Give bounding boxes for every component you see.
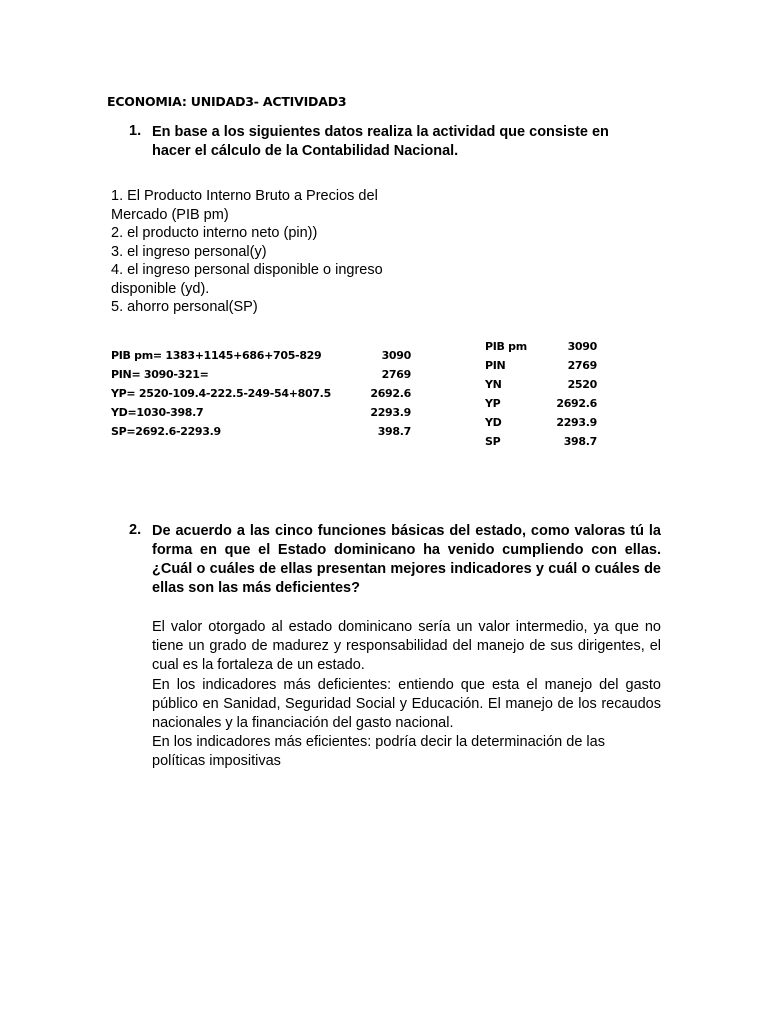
summary-label: PIB pm bbox=[485, 340, 527, 353]
summary-row bbox=[485, 356, 597, 375]
summary-row bbox=[485, 432, 597, 451]
summary-value: 2769 bbox=[567, 359, 597, 372]
list-item: 2. el producto interno neto (pin)) bbox=[111, 225, 318, 241]
list-item: 4. el ingreso personal disponible o ingreso disponible (yd). bbox=[111, 262, 383, 297]
question-1-text: En base a los siguientes datos realiza la actividad que consiste en hacer el cálculo de la Contabilidad Nacional. bbox=[152, 124, 609, 159]
calc-value: 2293.9 bbox=[370, 406, 411, 419]
answer-paragraph: El valor otorgado al estado dominicano sería un valor intermedio, ya que no tiene un grado de madurez y responsabilidad del manejo de sus dirigentes, el cual es la fortaleza de un estado. bbox=[152, 619, 661, 674]
summary-value: 2520 bbox=[567, 378, 597, 391]
summary-row bbox=[485, 413, 597, 432]
answer-text bbox=[152, 618, 661, 772]
calc-formula: YD=1030-398.7 bbox=[111, 406, 204, 419]
calc-value: 2692.6 bbox=[370, 387, 411, 400]
summary-row bbox=[485, 375, 597, 394]
summary-table bbox=[485, 337, 597, 451]
summary-value: 2692.6 bbox=[556, 397, 597, 410]
calc-value: 3090 bbox=[381, 349, 411, 362]
calc-row bbox=[111, 346, 411, 365]
calc-formula: YP= 2520-109.4-222.5-249-54+807.5 bbox=[111, 387, 331, 400]
list-item: 3. el ingreso personal(y) bbox=[111, 243, 267, 260]
calc-value: 398.7 bbox=[377, 425, 411, 438]
summary-row bbox=[485, 394, 597, 413]
calc-row bbox=[111, 365, 411, 384]
question-2-text: De acuerdo a las cinco funciones básicas del estado, como valoras tú la forma en que el Estado dominicano ha venido cumpliendo con ellas. ¿Cuál o cuáles de ellas presentan mejores indicadores y cuál o cuáles de ellas son las más deficientes? bbox=[152, 523, 661, 596]
summary-value: 398.7 bbox=[563, 435, 597, 448]
answer-paragraph: En los indicadores más deficientes: entiendo que esta el manejo del gasto público en Sanidad, Seguridad Social y Educación. El manejo de los recaudos nacionales y la financiación del gasto nacional. bbox=[152, 676, 661, 732]
calc-formula: SP=2692.6-2293.9 bbox=[111, 425, 221, 438]
summary-row bbox=[485, 337, 597, 356]
document-title: ECONOMIA: UNIDAD3- ACTIVIDAD3 bbox=[107, 94, 347, 109]
answer-paragraph: En los indicadores más eficientes: podría decir la determinación de las políticas impositivas bbox=[152, 734, 605, 770]
summary-value: 3090 bbox=[567, 340, 597, 353]
list-item: 1. El Producto Interno Bruto a Precios del Mercado (PIB pm) bbox=[111, 188, 378, 223]
summary-label: SP bbox=[485, 435, 501, 448]
data-list bbox=[111, 187, 411, 317]
calc-row bbox=[111, 422, 411, 441]
calc-value: 2769 bbox=[381, 368, 411, 381]
summary-label: YD bbox=[485, 416, 502, 429]
calc-row bbox=[111, 403, 411, 422]
list-item: 5. ahorro personal(SP) bbox=[111, 299, 258, 315]
summary-value: 2293.9 bbox=[556, 416, 597, 429]
summary-label: YN bbox=[485, 378, 502, 391]
calc-formula: PIB pm= 1383+1145+686+705-829 bbox=[111, 349, 322, 362]
question-1-number: 1. bbox=[129, 123, 142, 139]
calculations-table bbox=[111, 346, 411, 441]
summary-label: PIN bbox=[485, 359, 506, 372]
question-2-number: 2. bbox=[129, 522, 142, 538]
calc-formula: PIN= 3090-321= bbox=[111, 368, 209, 381]
summary-label: YP bbox=[485, 397, 501, 410]
calc-row bbox=[111, 384, 411, 403]
